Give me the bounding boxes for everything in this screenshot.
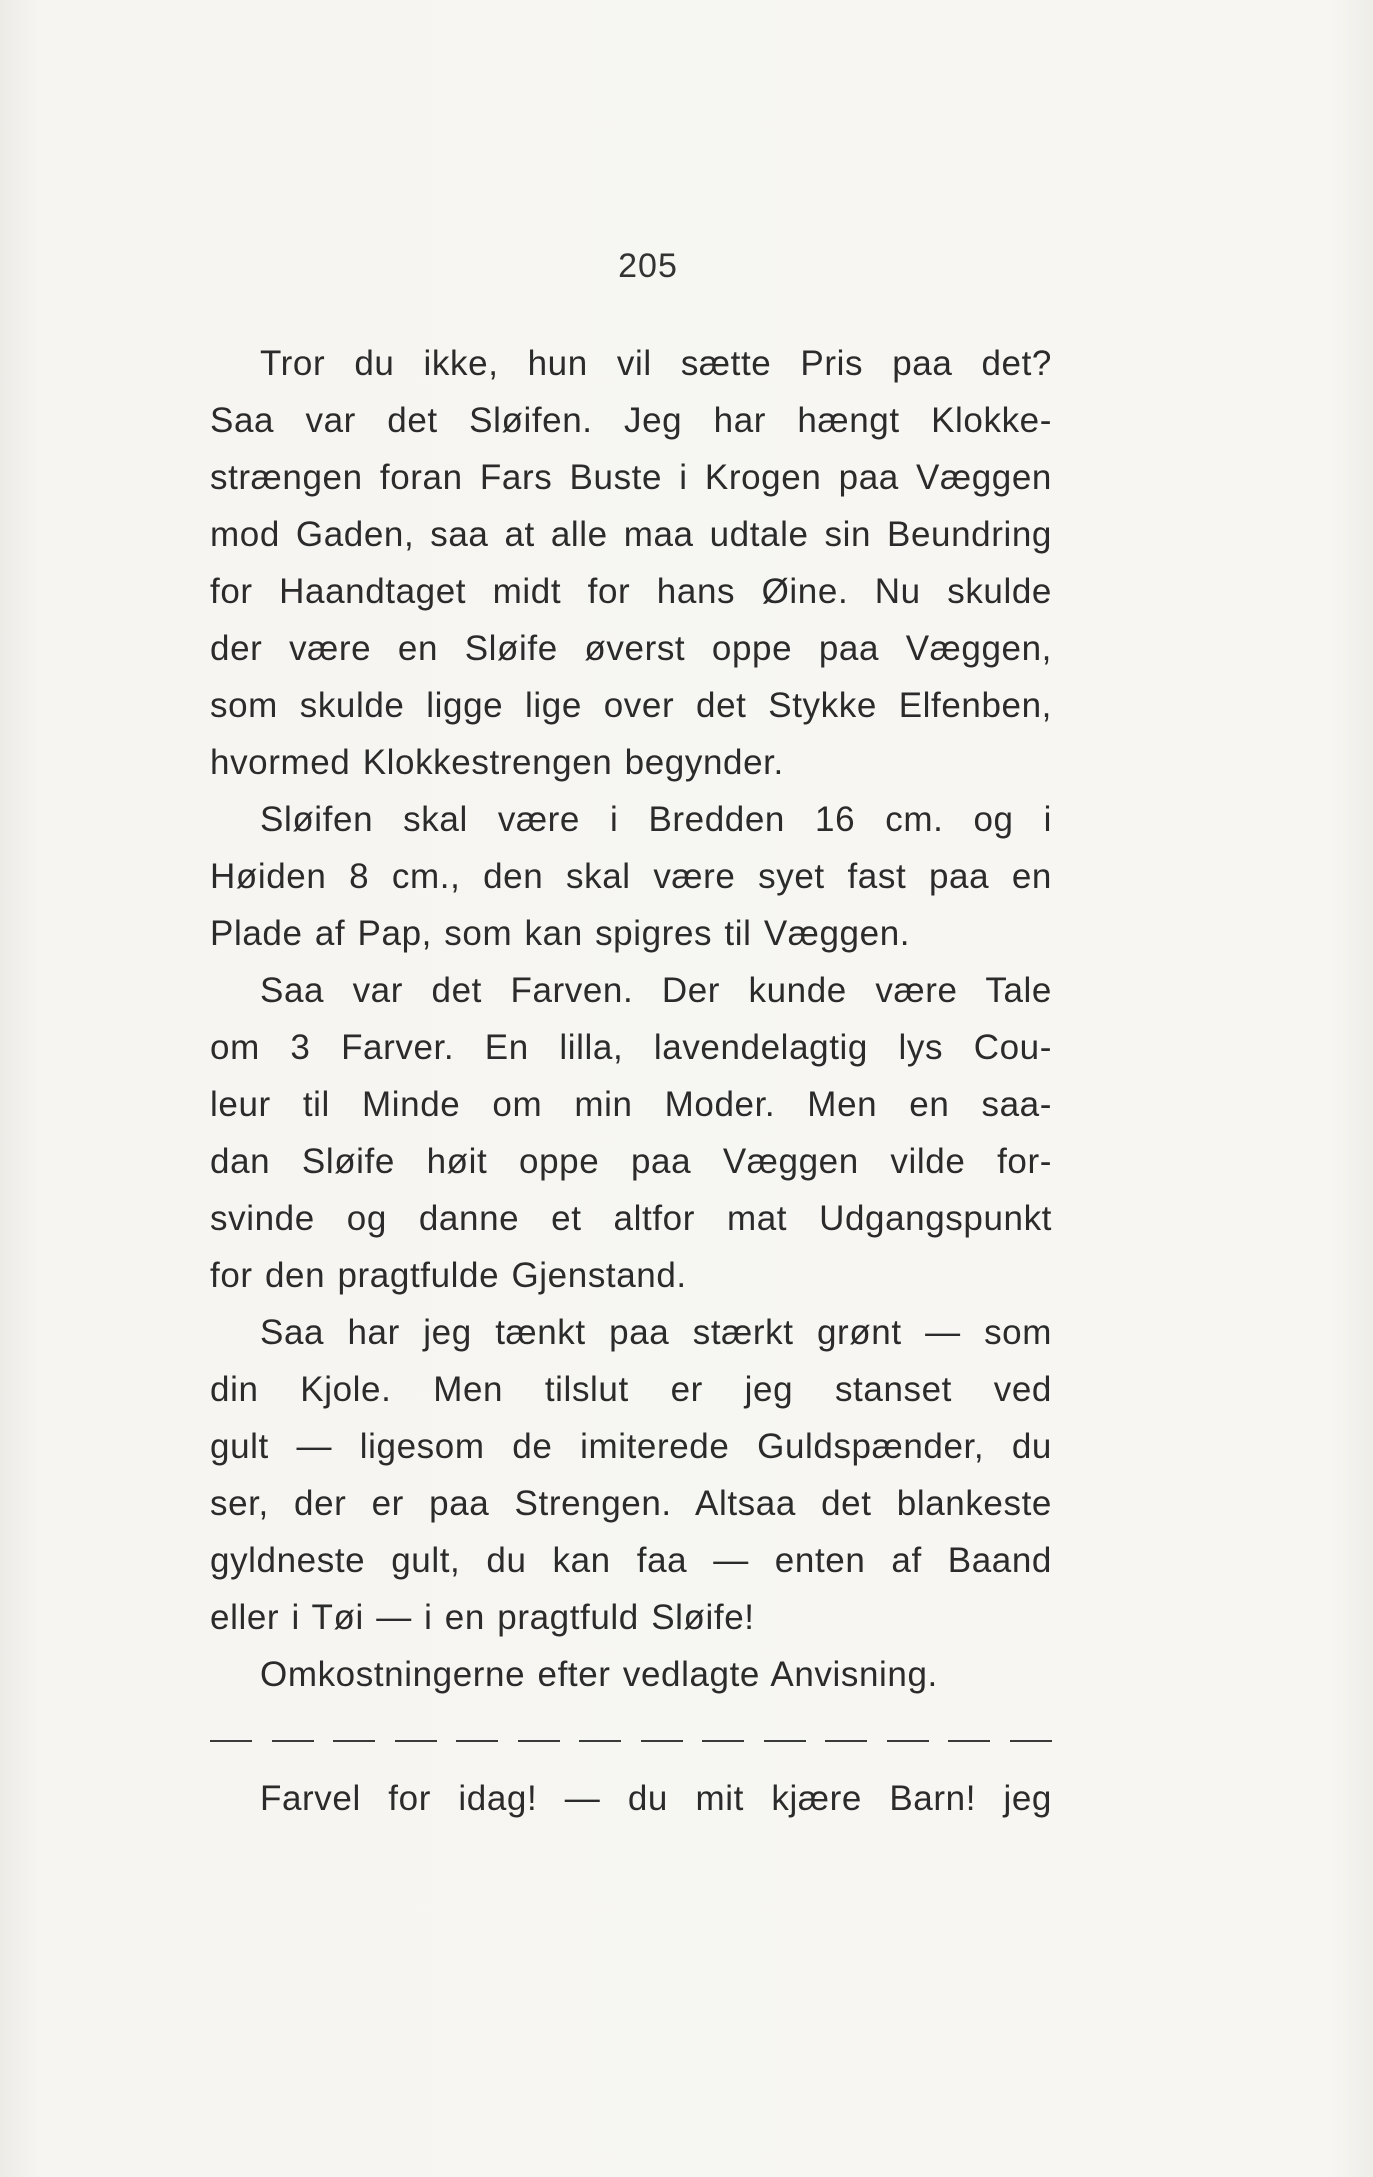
text-line: leur til Minde om min Moder. Men en saa- xyxy=(210,1085,1052,1124)
text-line: der være en Sløife øverst oppe paa Væggen, xyxy=(210,629,1052,668)
text-line: Saa var det Sløifen. Jeg har hængt Klokke- xyxy=(210,401,1052,440)
page-number: 205 xyxy=(618,247,678,285)
body-text xyxy=(210,335,1052,1827)
separator-dash xyxy=(948,1740,990,1742)
text-line: ser, der er paa Strengen. Altsaa det blankeste xyxy=(210,1484,1052,1523)
text-line: som skulde ligge lige over det Stykke Elfenben, xyxy=(210,686,1052,725)
separator-dash xyxy=(333,1740,375,1742)
separator-dash xyxy=(272,1740,314,1742)
text-line: strængen foran Fars Buste i Krogen paa Væggen xyxy=(210,458,1052,497)
text-line: eller i Tøi — i en pragtfuld Sløife! xyxy=(210,1598,755,1637)
text-line: hvormed Klokkestrengen begynder. xyxy=(210,743,784,782)
text-line: Høiden 8 cm., den skal være syet fast paa en xyxy=(210,857,1052,896)
separator-dash xyxy=(1010,1740,1052,1742)
separator-dash xyxy=(210,1740,252,1742)
text-line: mod Gaden, saa at alle maa udtale sin Beundring xyxy=(210,515,1052,554)
separator-dash xyxy=(764,1740,806,1742)
separator-dash xyxy=(825,1740,867,1742)
dashed-separator xyxy=(210,1703,1052,1760)
text-line: din Kjole. Men tilslut er jeg stanset ved xyxy=(210,1370,1052,1409)
separator-dash xyxy=(518,1740,560,1742)
text-line: gyldneste gult, du kan faa — enten af Baand xyxy=(210,1541,1052,1580)
text-line: dan Sløife høit oppe paa Væggen vilde for- xyxy=(210,1142,1052,1181)
text-line: Sløifen skal være i Bredden 16 cm. og i xyxy=(260,800,1052,839)
separator-dash xyxy=(641,1740,683,1742)
separator-dash xyxy=(887,1740,929,1742)
text-line: Saa har jeg tænkt paa stærkt grønt — som xyxy=(260,1313,1052,1352)
text-line: om 3 Farver. En lilla, lavendelagtig lys Cou- xyxy=(210,1028,1052,1067)
text-line: Plade af Pap, som kan spigres til Væggen. xyxy=(210,914,911,953)
separator-dash xyxy=(702,1740,744,1742)
text-line: Farvel for idag! — du mit kjære Barn! jeg xyxy=(260,1779,1052,1818)
text-line: gult — ligesom de imiterede Guldspænder, du xyxy=(210,1427,1052,1466)
text-line: svinde og danne et altfor mat Udgangspunkt xyxy=(210,1199,1052,1238)
text-line: for den pragtfulde Gjenstand. xyxy=(210,1256,687,1295)
text-line: Saa var det Farven. Der kunde være Tale xyxy=(260,971,1052,1010)
separator-dash xyxy=(579,1740,621,1742)
separator-dash xyxy=(456,1740,498,1742)
separator-dash xyxy=(395,1740,437,1742)
text-line: Tror du ikke, hun vil sætte Pris paa det? xyxy=(260,344,1052,383)
text-line: Omkostningerne efter vedlagte Anvisning. xyxy=(260,1655,938,1694)
text-line: for Haandtaget midt for hans Øine. Nu skulde xyxy=(210,572,1052,611)
